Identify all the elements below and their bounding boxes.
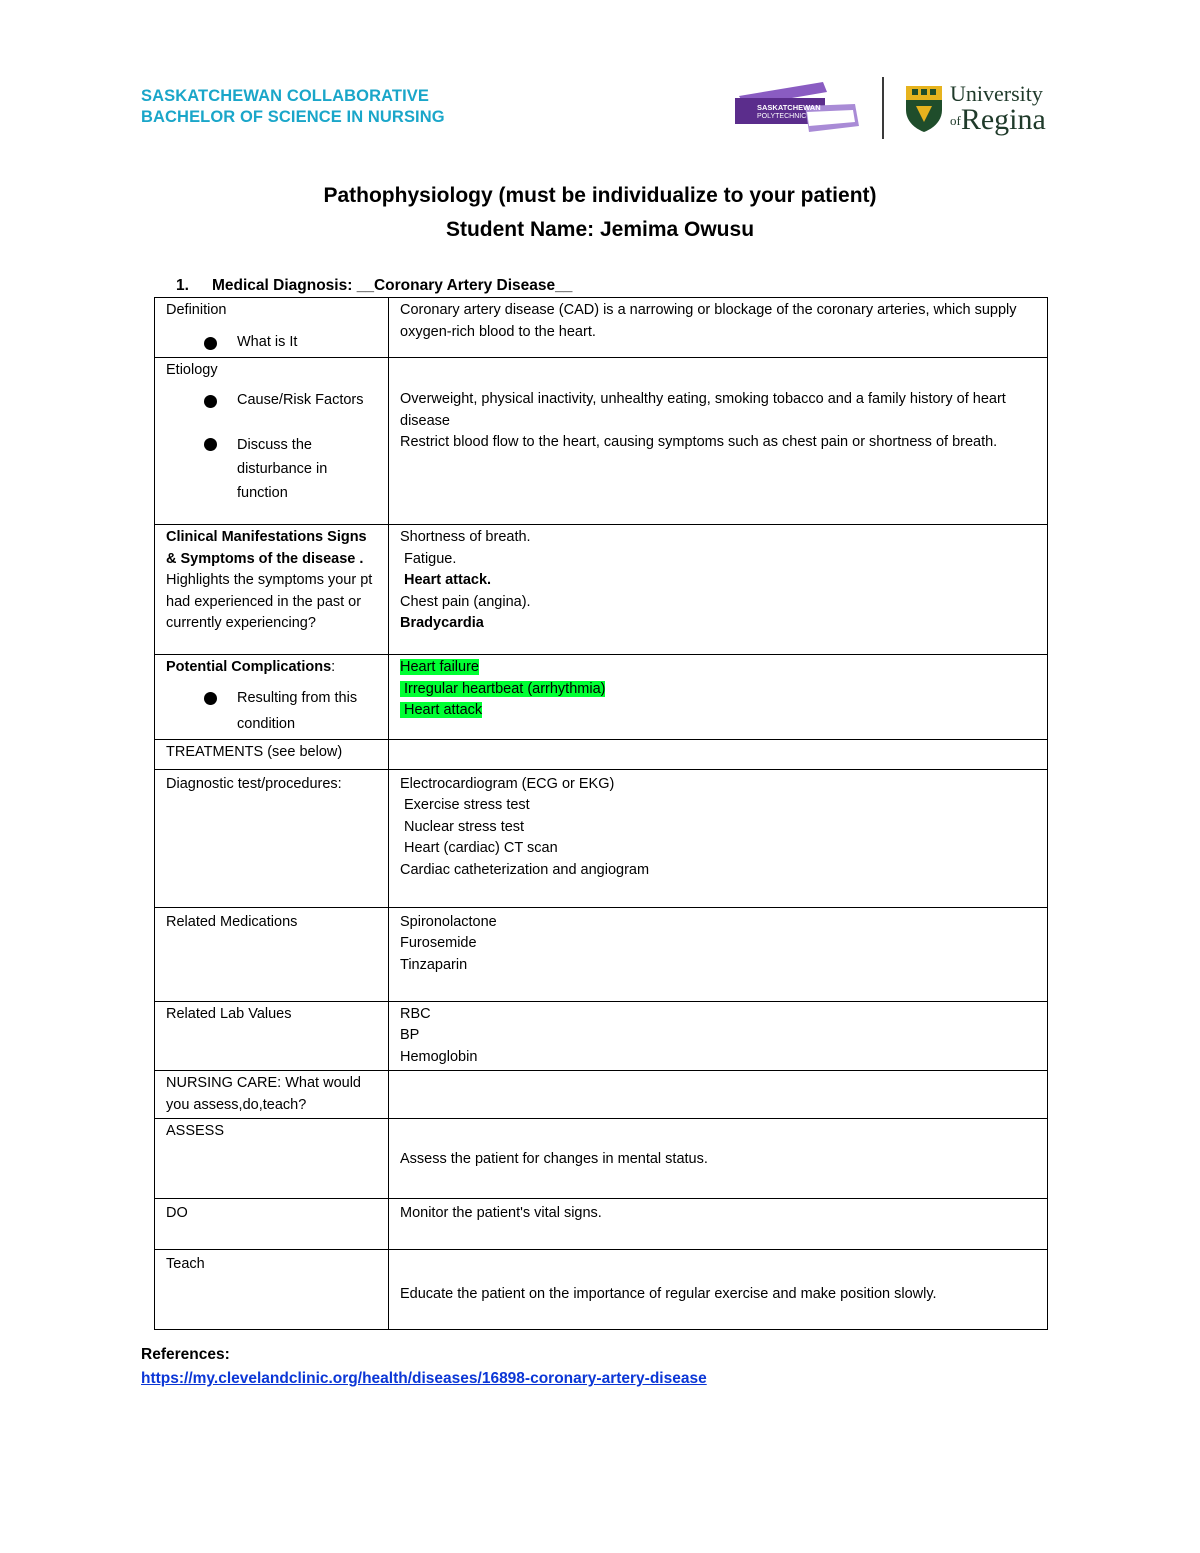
etiology-disturbance: Restrict blood flow to the heart, causing symptoms such as chest pain or shortness of breath.: [400, 434, 998, 450]
clinical-label-rest: Highlights the symptoms your pt had experienced in the past or currently experiencing?: [166, 572, 373, 631]
cell-definition-label: [155, 298, 389, 358]
symptom-item: Chest pain (angina).: [400, 593, 531, 610]
logo-uofr-regina: Regina: [960, 103, 1046, 136]
logo-sask-line-1: SASKATCHEWAN: [757, 103, 821, 112]
cell-teach-content: [389, 1250, 1048, 1330]
cell-treatments-content: [389, 739, 1048, 769]
row-complications: [155, 655, 1048, 740]
cell-medications-content: [389, 907, 1048, 1001]
medication-item: Tinzaparin: [400, 956, 468, 973]
diagnosis-text: Medical Diagnosis: __Coronary Artery Disease__: [212, 277, 573, 294]
diagnostic-item: Electrocardiogram (ECG or EKG): [400, 775, 615, 792]
diagnostic-item: Heart (cardiac) CT scan: [404, 840, 558, 856]
complications-bullet: Resulting from this condition: [166, 685, 378, 737]
reference-link[interactable]: https://my.clevelandclinic.org/health/diseases/16898-coronary-artery-disease: [141, 1370, 707, 1387]
bullet-icon: [204, 337, 217, 350]
row-do: [155, 1199, 1048, 1250]
document-title: [0, 179, 1200, 247]
bullet-icon: [204, 692, 217, 705]
logo-uofr-university: University: [950, 81, 1043, 106]
cell-diagnostic-content: [389, 769, 1048, 907]
pathophysiology-table: [154, 297, 1048, 1330]
diagnostic-item: Cardiac catheterization and angiogram: [400, 861, 650, 878]
nursing-label: NURSING CARE: What would you assess,do,teach?: [155, 1071, 389, 1119]
assess-content: Assess the patient for changes in mental status.: [400, 1151, 708, 1167]
org-line-1: SASKATCHEWAN COLLABORATIVE: [141, 87, 429, 105]
complication-item: Irregular heartbeat (arrhythmia): [400, 681, 605, 697]
complications-label: Potential Complications:: [166, 659, 336, 675]
diagnostic-label: Diagnostic test/procedures:: [155, 769, 389, 907]
logo-sask-line-2: POLYTECHNIC: [757, 113, 807, 120]
bullet-icon: [204, 395, 217, 408]
complication-item: Heart attack: [400, 702, 482, 718]
references-label: References:: [141, 1346, 230, 1363]
etiology-bullet-1: Cause/Risk Factors: [166, 390, 378, 412]
medication-item: Spironolactone: [400, 913, 497, 930]
assess-label: ASSESS: [155, 1119, 389, 1199]
references-section: [141, 1343, 707, 1391]
row-nursing: [155, 1071, 1048, 1119]
diagnosis-number: 1.: [176, 277, 189, 294]
cell-complications-content: [389, 655, 1048, 740]
lab-item: Hemoglobin: [400, 1048, 478, 1065]
cell-definition-content: Coronary artery disease (CAD) is a narrowing or blockage of the coronary arteries, which supply oxygen-rich blood to the heart.: [389, 298, 1048, 358]
labs-label: Related Lab Values: [155, 1001, 389, 1071]
bullet-icon: [204, 438, 217, 451]
teach-label: Teach: [155, 1250, 389, 1330]
student-name: Student Name: Jemima Owusu: [445, 218, 755, 241]
cell-clinical-content: [389, 525, 1048, 655]
row-etiology: [155, 358, 1048, 525]
cell-nursing-content: [389, 1071, 1048, 1119]
etiology-label: Etiology: [166, 362, 218, 378]
do-label: DO: [155, 1199, 389, 1250]
lab-item: RBC: [400, 1005, 431, 1022]
cell-complications-label: [155, 655, 389, 740]
medical-diagnosis: [176, 277, 572, 295]
university-of-regina-logo: [904, 81, 1064, 136]
symptom-item: Bradycardia: [400, 615, 484, 631]
medications-label: Related Medications: [155, 907, 389, 1001]
cell-labs-content: [389, 1001, 1048, 1071]
definition-label: Definition: [166, 302, 227, 318]
symptom-item: Fatigue.: [404, 550, 457, 567]
treatments-label: TREATMENTS (see below): [155, 739, 389, 769]
do-content: Monitor the patient's vital signs.: [389, 1199, 1048, 1250]
teach-content: Educate the patient on the importance of regular exercise and make position slowly.: [400, 1286, 937, 1302]
definition-bullet: What is It: [166, 332, 378, 354]
row-definition: [155, 298, 1048, 358]
org-line-2: BACHELOR OF SCIENCE IN NURSING: [141, 108, 445, 126]
row-labs: [155, 1001, 1048, 1071]
row-treatments: [155, 739, 1048, 769]
uofr-shield-icon: [904, 84, 944, 134]
row-teach: [155, 1250, 1048, 1330]
diagnostic-item: Nuclear stress test: [404, 818, 525, 835]
complication-item: Heart failure: [400, 659, 479, 675]
symptom-item: Shortness of breath.: [400, 529, 531, 545]
row-clinical: [155, 525, 1048, 655]
row-diagnostic: [155, 769, 1048, 907]
cell-clinical-label: [155, 525, 389, 655]
cell-etiology-label: [155, 358, 389, 525]
etiology-causes: Overweight, physical inactivity, unhealthy eating, smoking tobacco and a family history of heart disease: [400, 391, 1006, 429]
etiology-bullet-2: Discuss the disturbance in function: [166, 433, 378, 505]
logo-uofr-of: of: [950, 113, 961, 128]
medication-item: Furosemide: [400, 935, 477, 951]
row-medications: [155, 907, 1048, 1001]
program-header: [141, 86, 445, 128]
saskatchewan-polytechnic-logo: [735, 76, 859, 136]
row-assess: [155, 1119, 1048, 1199]
clinical-label-bold: Clinical Manifestations Signs & Symptoms of the disease .: [166, 529, 367, 567]
diagnostic-item: Exercise stress test: [404, 797, 530, 813]
cell-etiology-content: [389, 358, 1048, 525]
logo-divider: [882, 77, 884, 139]
lab-item: BP: [400, 1027, 420, 1043]
symptom-item: Heart attack.: [404, 572, 492, 588]
title-line-1: Pathophysiology (must be individualize to your patient): [323, 184, 877, 207]
cell-assess-content: [389, 1119, 1048, 1199]
